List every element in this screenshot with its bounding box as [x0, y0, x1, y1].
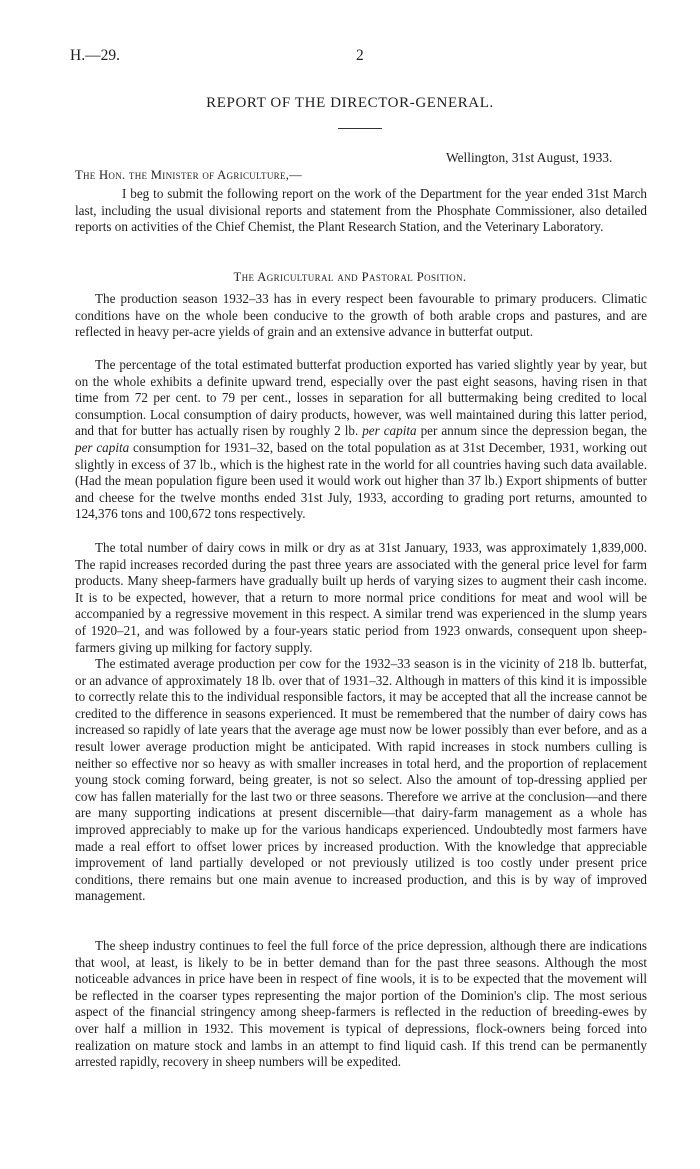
report-title: REPORT OF THE DIRECTOR-GENERAL. — [206, 95, 494, 111]
place-date-line: Wellington, 31st August, 1933. — [446, 150, 613, 165]
paragraph-average-production: The estimated average production per cow for the 1932–33 season is in the vicinity of 218 lb. butterfat, or an advance of approximately 18 lb. over that of 1931–32. Although in matters of this kind it is impossible to correctly relate this to the individual responsible factors, it may be accepted that all the increase cannot be credited to the difference in seasons experienced. It must be remembered that the number of dairy cows has increased so rapidly of late years that the average age must now be lower possibly than ever before, and as a result lower average production might be anticipated. With rapid increases in stock numbers culling is neither so effective nor so heavy as with smaller increases in total herd, and the proportion of replacement young stock coming forward, being greater, is not so select. Also the amount of top-dressing applied per cow has fallen materially for the last two or three seasons. Therefore we arrive at the conclusion—and there are many supporting indications at present discernible—that dairy-farm management as a whole has improved appreciably to make up for the various handicaps experienced. Undoubtedly most farmers have made a real effort to offset lower prices by increased production. With the knowledge that appreciable improvement of land partially developed or not previously utilized is too costly under present price conditions, there remains but one main avenue to increased production, and this is by way of improved management. — [75, 656, 647, 904]
intro-paragraph: I beg to submit the following report on the work of the Department for the year ended 31st March last, including the usual divisional reports and statement from the Phosphate Commissioner, also detailed reports on activities of the Chief Chemist, the Plant Research Station, and the Veterinary Laboratory. — [75, 186, 647, 235]
title-divider — [338, 128, 382, 129]
page-number: 2 — [356, 47, 364, 64]
paragraph-sheep-industry: The sheep industry continues to feel the full force of the price depression, although there are indications that wool, at least, is likely to be in better demand than for the past three seasons. Although the most noticeable advances in price have been in respect of fine wools, it is to be expected that the movement will be reflected in the coarser types representing the major portion of the Dominion's clip. The most serious aspect of the financial stringency among sheep-farmers is reflected in the reduction of breeding-ewes by over half a million in 1932. This movement is typical of depressions, flock-owners being forced into realization on mature stock and lambs in an attempt to find liquid cash. If this trend can be permanently arrested rapidly, recovery in sheep numbers will be expedited. — [75, 938, 647, 1070]
per-capita-italic: per capita — [362, 423, 417, 439]
section-heading: The Agricultural and Pastoral Position. — [233, 270, 467, 284]
paragraph-production-season: The production season 1932–33 has in every respect been favourable to primary producers. Climatic conditions have on the whole been conducive to the growth of both arable crops and pastures, and are reflected in heavy per-acre yields of grain and an extensive advance in butterfat output. — [75, 291, 647, 340]
salutation: The Hon. the Minister of Agriculture,— — [75, 168, 303, 182]
paragraph-butterfat-exports — [75, 357, 647, 523]
butterfat-text-part-b: per annum since the depression began, the — [420, 423, 647, 439]
paragraph-dairy-cows: The total number of dairy cows in milk or dry as at 31st January, 1933, was approximately 1,839,000. The rapid increases recorded during the past three years are associated with the general price level for farm products. Many sheep-farmers have gradually built up herds of varying sizes to augment their cash income. It is to be expected, however, that a return to more normal price conditions for meat and wool will be accompanied by a regressive movement in this respect. A similar trend was experienced in the slump years of 1920–21, and was followed by a four-years static period from 1923 onwards, consequent upon sheep-farmers giving up milking for factory supply. — [75, 540, 647, 655]
butterfat-text-part-a: The percentage of the total estimated butterfat production exported has varied slightly year by year, but on the whole exhibits a definite upward trend, especially over the past eight seasons, having risen in that time from 72 per cent. to 79 per cent., losses in separation for all buttermaking being credited to local consumption. Local consumption of dairy products, however, was well maintained during this latter period, and that for butter has actually risen by roughly 2 lb. — [75, 357, 647, 439]
document-reference: H.—29. — [70, 47, 120, 64]
butterfat-text-part-c: consumption for 1931–32, based on the total population as at 31st December, 1931, working out slightly in excess of 37 lb., which is the highest rate in the world for all countries having such data available. (Had the mean population figure been used it would work out higher than 37 lb.) Export shipments of butter and cheese for the twelve months ended 31st July, 1933, according to grading port returns, amounted to 124,376 tons and 100,672 tons respectively. — [75, 439, 647, 522]
per-capita-italic: per capita — [75, 439, 130, 455]
